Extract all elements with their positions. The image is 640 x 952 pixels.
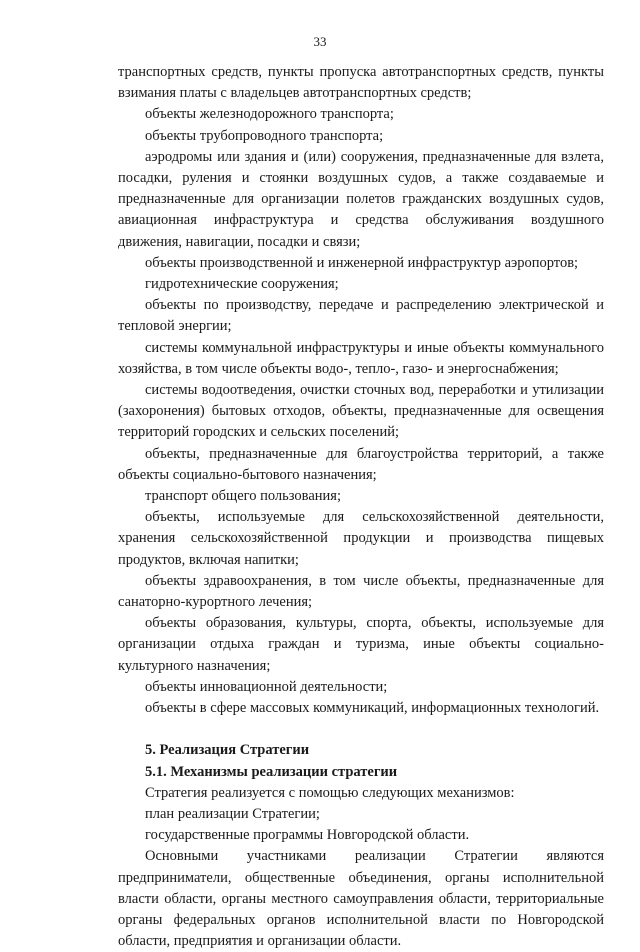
subsection-heading: 5.1. Механизмы реализации стратегии bbox=[145, 763, 398, 780]
list-item: гидротехнические сооружения; bbox=[145, 276, 339, 293]
list-item: объекты, используемые для сельскохозяйственной деятельности, хранения сельскохозяйственной продукции и производства пищевых продуктов, включая напитки; bbox=[118, 509, 604, 568]
list-item: объекты производственной и инженерной инфраструктур аэропортов; bbox=[145, 254, 579, 271]
list-item: объекты по производству, передаче и распределению электрической и тепловой энергии; bbox=[118, 297, 604, 335]
list-item: объекты железнодорожного транспорта; bbox=[145, 106, 394, 123]
paragraph: Стратегия реализуется с помощью следующих механизмов: bbox=[145, 784, 515, 801]
section-spacer bbox=[118, 719, 604, 740]
paragraph: транспортных средств, пункты пропуска автотранспортных средств, пункты взимания платы с владельцев автотранспортных средств; bbox=[118, 64, 604, 102]
list-item: аэродромы или здания и (или) сооружения, предназначенные для взлета, посадки, руления и стоянки воздушных судов, а также создаваемые и предназначенные для организации полетов гражданских воздушных судов, авиационная инфраструктура и средства обслуживания воздушного движения, навигации, посадки и связи; bbox=[118, 148, 604, 250]
list-item: объекты образования, культуры, спорта, объекты, используемые для организации отдыха граждан и туризма, иные объекты социально-культурного назначения; bbox=[118, 615, 604, 674]
paragraph: Основными участниками реализации Стратегии являются предприниматели, общественные объединения, органы исполнительной власти области, органы местного самоуправления области, территориальные органы федеральных органов исполнительной власти по Новгородской области, предприятия и организации области. bbox=[118, 848, 604, 950]
document-body bbox=[118, 62, 604, 952]
list-item: объекты здравоохранения, в том числе объекты, предназначенные для санаторно-курортного лечения; bbox=[118, 572, 604, 611]
list-item: объекты в сфере массовых коммуникаций, информационных технологий. bbox=[145, 700, 600, 717]
list-item: системы водоотведения, очистки сточных вод, переработки и утилизации (захоронения) бытовых отходов, объекты, предназначенные для освещения территорий городских и сельских поселений; bbox=[118, 382, 604, 441]
list-item: объекты трубопроводного транспорта; bbox=[145, 127, 384, 144]
list-item: государственные программы Новгородской области. bbox=[145, 827, 470, 844]
list-item: план реализации Стратегии; bbox=[145, 805, 320, 822]
list-item: объекты, предназначенные для благоустройства территорий, а также объекты социально-бытового назначения; bbox=[118, 445, 604, 483]
section-heading: 5. Реализация Стратегии bbox=[145, 742, 310, 759]
list-item: транспорт общего пользования; bbox=[145, 488, 341, 505]
list-item: системы коммунальной инфраструктуры и иные объекты коммунального хозяйства, в том числе объекты водо-, тепло-, газо- и энергоснабжения; bbox=[118, 339, 604, 377]
page-number: 33 bbox=[313, 34, 327, 49]
list-item: объекты инновационной деятельности; bbox=[145, 678, 388, 695]
